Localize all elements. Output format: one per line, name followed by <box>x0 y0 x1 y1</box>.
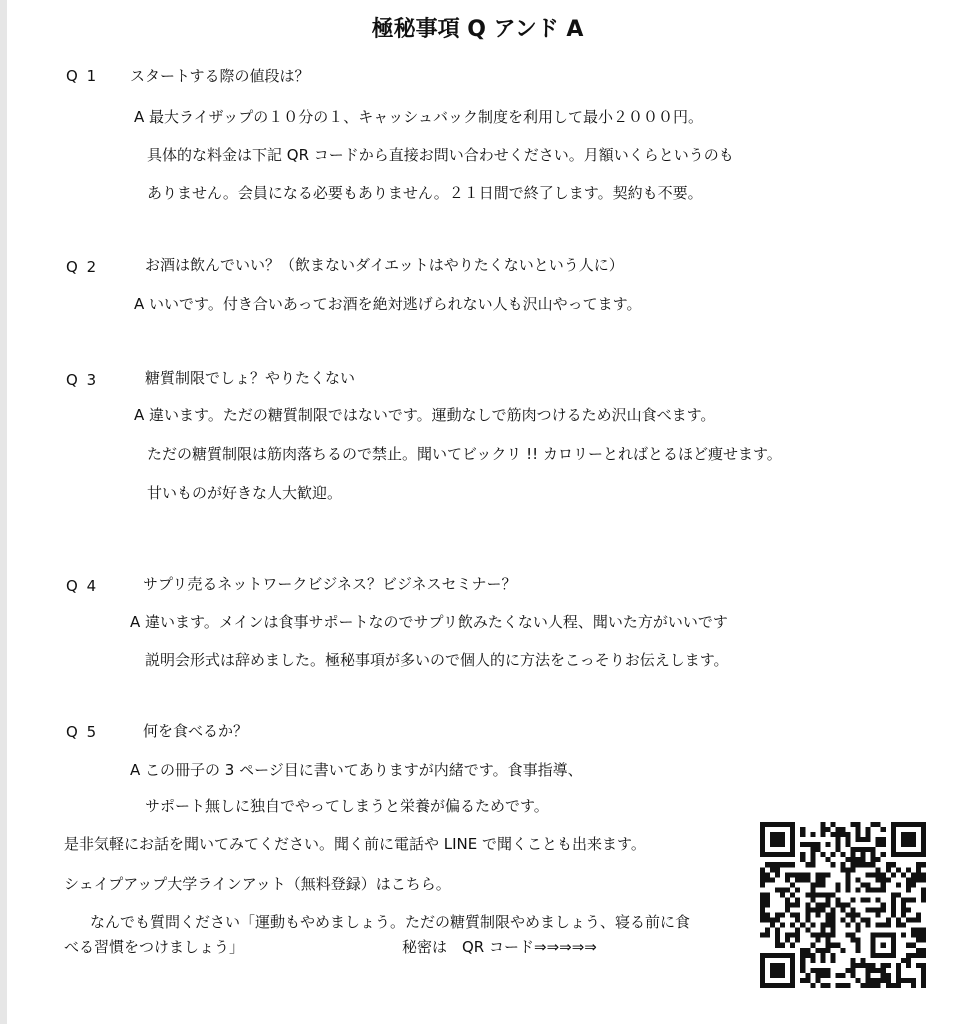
q1-answer-line3: ありません。会員になる必要もありません。２１日間で終了します。契約も不要。 <box>147 184 703 202</box>
q5-answer-line1: A この冊子の 3 ページ目に書いてありますが内緒です。食事指導、 <box>130 761 583 779</box>
q3-answer-line2: ただの糖質制限は筋肉落ちるので禁止。聞いてビックリ !! カロリーとればとるほど痩せます。 <box>147 445 782 463</box>
q3-answer-line3: 甘いものが好きな人大歓迎。 <box>147 484 343 502</box>
q4-question: サプリ売るネットワークビジネス？ビジネスセミナー？ <box>143 575 517 593</box>
q3-question: 糖質制限でしょ？やりたくない <box>145 369 356 387</box>
q4-answer-line1: A 違います。メインは食事サポートなのでサプリ飲みたくない人程、聞いた方がいいです <box>130 613 728 631</box>
qr-pointer-text: 秘密は QR コード⇒⇒⇒⇒⇒ <box>402 938 597 956</box>
footer-line4: べる習慣をつけましょう」 <box>64 938 245 956</box>
q5-label: Q 5 <box>66 723 99 741</box>
q2-question: お酒は飲んでいい？（飲まないダイエットはやりたくないという人に） <box>145 256 624 274</box>
q3-label: Q 3 <box>66 371 99 389</box>
q1-answer-line1: A 最大ライザップの１０分の１、キャッシュバック制度を利用して最小２０００円。 <box>134 108 703 126</box>
q4-label: Q 4 <box>66 577 99 595</box>
q4-answer-line2: 説明会形式は辞めました。極秘事項が多いので個人的に方法をこっそりお伝えします。 <box>145 651 729 669</box>
q1-label: Q 1 <box>66 67 99 85</box>
footer-line2: シェイプアップ大学ラインアット（無料登録）はこちら。 <box>64 875 451 893</box>
q5-question: 何を食べるか？ <box>143 722 249 740</box>
q3-answer-line1: A 違います。ただの糖質制限ではないです。運動なしで筋肉つけるため沢山食べます。 <box>134 406 716 424</box>
q2-answer-line1: A いいです。付き合いあってお酒を絶対逃げられない人も沢山やってます。 <box>134 295 642 313</box>
q1-question: スタートする際の値段は？ <box>130 67 310 85</box>
q1-answer-line2: 具体的な料金は下記 QR コードから直接お問い合わせください。月額いくらというのも <box>147 146 734 164</box>
q2-label: Q 2 <box>66 258 99 276</box>
qr-code[interactable] <box>760 822 926 988</box>
q5-answer-line2: サポート無しに独自でやってしまうと栄養が偏るためです。 <box>145 797 549 815</box>
page-edge <box>0 0 7 1024</box>
footer-line1: 是非気軽にお話を聞いてみてください。聞く前に電話や LINE で聞くことも出来ます。 <box>64 835 646 853</box>
footer-line3: なんでも質問ください「運動もやめましょう。ただの糖質制限やめましょう、寝る前に食 <box>90 913 691 931</box>
page-title: 極秘事項 Q アンド A <box>371 17 584 42</box>
